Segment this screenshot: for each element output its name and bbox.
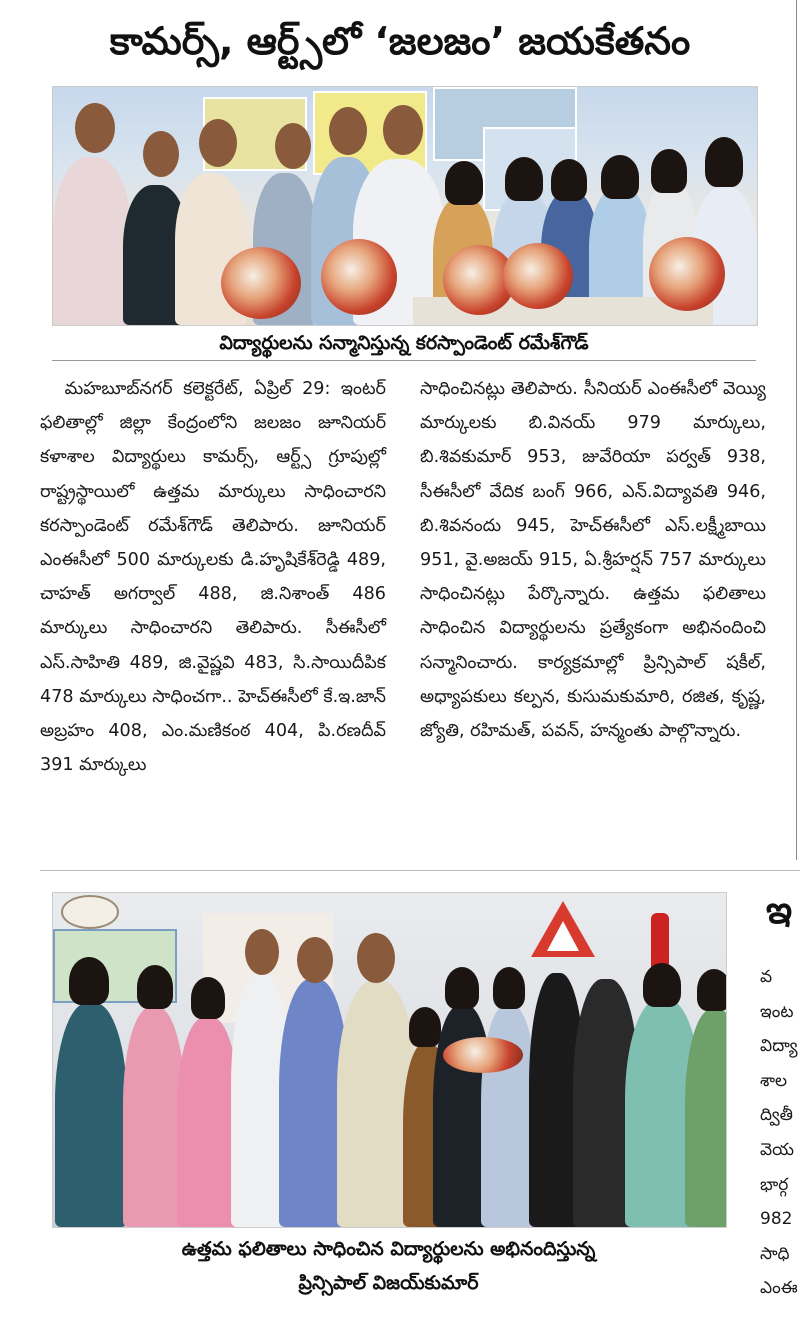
person bbox=[55, 1003, 127, 1227]
section-divider bbox=[40, 870, 800, 871]
column-divider bbox=[796, 0, 797, 860]
person-head bbox=[191, 977, 225, 1019]
photo1-caption: విద్యార్థులను సన్మానిస్తున్న కరస్పాండెంట్ రమేశ్‌గౌడ్ bbox=[52, 326, 756, 361]
person-head bbox=[329, 107, 367, 155]
person-head bbox=[383, 105, 423, 155]
person-head bbox=[601, 155, 639, 199]
person-head bbox=[409, 1007, 441, 1047]
person-head bbox=[137, 965, 173, 1009]
side-article-line: వ bbox=[760, 967, 773, 987]
person-head bbox=[275, 123, 311, 169]
bouquet bbox=[321, 239, 397, 315]
side-article-line: భార్గ bbox=[760, 1174, 789, 1195]
photo2-caption bbox=[52, 1232, 725, 1300]
person-head bbox=[505, 157, 543, 201]
bouquet bbox=[503, 243, 573, 309]
students-bouquet-photo bbox=[52, 86, 758, 326]
photo2-caption-line-2: ప్రిన్సిపాల్ విజయ్‌కుమార్ bbox=[298, 1272, 479, 1294]
logo-inner bbox=[547, 921, 579, 951]
person bbox=[685, 1009, 727, 1227]
side-article-line: విద్యా bbox=[760, 1036, 798, 1057]
side-article-body bbox=[760, 960, 800, 1306]
person-head bbox=[493, 967, 525, 1009]
person-head bbox=[445, 967, 479, 1009]
person-head bbox=[245, 929, 279, 975]
bouquet bbox=[221, 247, 301, 319]
person bbox=[123, 1007, 185, 1227]
person-head bbox=[297, 937, 333, 983]
article-column-2 bbox=[420, 372, 766, 748]
wall-clock-icon bbox=[61, 895, 119, 929]
person-head bbox=[357, 933, 395, 983]
article-column-1 bbox=[40, 372, 386, 782]
person-head bbox=[705, 137, 743, 187]
principal-students-photo bbox=[52, 892, 727, 1228]
side-article-line: ఎంఈ bbox=[760, 1278, 798, 1299]
person-head bbox=[651, 149, 687, 193]
side-article-line: శాల bbox=[760, 1070, 788, 1091]
photo2-caption-line-1: ఉత్తమ ఫలితాలు సాధించిన విద్యార్థులను అభినందిస్తున్న bbox=[181, 1238, 596, 1260]
side-article-line: ద్వితీ bbox=[760, 1105, 793, 1126]
side-article-title: ఇ bbox=[766, 888, 793, 932]
side-article-line: 982 bbox=[760, 1209, 793, 1230]
article-paragraph: సాధించినట్లు తెలిపారు. సీనియర్ ఎంఈసీలో వెయ్యి మార్కులకు బి.వినయ్ 979 మార్కులు, బి.శివకుమార్ 953, జువేరియా పర్వత్ 938, సీఈసీలో వేదిక బంగ్ 966, ఎన్.విద్యావతి 946, బి.శివనందు 945, హెచ్ఈసీలో ఎస్.లక్ష్మీబాయి 951, వై.అజయ్ 915, ఏ.శ్రీహర్షన్ 757 మార్కులు సాధించినట్లు పేర్కొన్నారు. ఉత్తమ ఫలితాలు సాధించిన విద్యార్థులను ప్రత్యేకంగా అభినందించి సన్మానించారు. కార్యక్రమాల్లో ప్రిన్సిపాల్ షకీల్, అధ్యాపకులు కల్పన, కుసుమకుమారి, రజిత, కృష్ణ, జ్యోతి, రహిమత్, పవన్, హన్మంతు పాల్గొన్నారు. bbox=[420, 379, 766, 742]
headline: కామర్స్, ఆర్ట్స్‌లో ‘జలజం’ జయకేతనం bbox=[109, 19, 691, 63]
bouquet bbox=[649, 237, 725, 311]
side-article-line: సాధి bbox=[760, 1243, 790, 1264]
person bbox=[53, 157, 131, 326]
person-head bbox=[69, 957, 109, 1005]
side-article-line: ఇంట bbox=[760, 1001, 794, 1022]
person-head bbox=[143, 131, 179, 177]
bouquet bbox=[443, 1037, 523, 1073]
person bbox=[177, 1017, 239, 1227]
person-head bbox=[199, 119, 237, 167]
person-head bbox=[551, 159, 587, 201]
fire-extinguisher-icon bbox=[651, 913, 669, 969]
person-head bbox=[697, 969, 727, 1011]
person-head bbox=[75, 103, 115, 153]
side-article-line: వెయ bbox=[760, 1139, 794, 1160]
article-paragraph: మహబూబ్‌నగర్ కలెక్టరేట్, ఏప్రిల్ 29: ఇంటర్ ఫలితాల్లో జిల్లా కేంద్రంలోని జలజం జూనియర్ కళాశాల విద్యార్థులు కామర్స్, ఆర్ట్స్ గ్రూపుల్లో రాష్ట్రస్థాయిలో ఉత్తమ మార్కులు సాధించారని కరస్పాండెంట్ రమేశ్‌గౌడ్ తెలిపారు. జూనియర్ ఎంఈసీలో 500 మార్కులకు డి.హృషికేశ్‌రెడ్డి 489, చాహత్ అగర్వాల్ 488, జి.నిశాంత్ 486 మార్కులు సాధించారని తెలిపారు. సీఈసీలో ఎస్.సాహితి 489, జి.వైష్ణవి 483, సి.సాయిదీపిక 478 మార్కులు సాధించగా.. హెచ్ఈసీలో కే.ఇ.జాన్ అబ్రహం 408, ఎం.మణికంఠ 404, పి.రణదీవ్ 391 మార్కులు bbox=[40, 379, 386, 776]
person-head bbox=[445, 161, 483, 205]
person-head bbox=[643, 963, 681, 1007]
